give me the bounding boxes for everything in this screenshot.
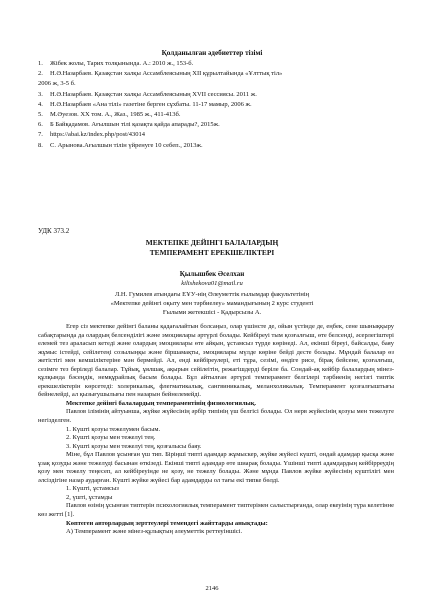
paragraph: Міне, бұл Павлов ұсынған үш тип. Біріңші типті адамдар жұмыскер, жүйке жүйесі күшті, ондай адамдар қысқа және ұзақ қозуды және тежелуді басынан өткізеді. Екінші типті адамдар өте шиарақ болады. Үшінші типті адамдардың кейбірреудің қозу мен тежелу теңесеп, ал кейбіреуінде не қозу, не тежелу болады. Және мұнда Павлов жүйке жүйесінің күштілігі мен әлсіздігіне назар аударған. Күшті жүйке жүйесі бар адамдарды ол тағы екі типке бөлді. — [38, 451, 394, 484]
paragraph: Павлов өзінің ұсынған типтерін психологиялық темперамент типтерімен салыстырғанда, олар екеуінің түра келетінне көз жетті [1]. — [38, 502, 394, 519]
section-heading: Көптеген авторлардың зерттеулері темендегі жайттарды анықтады: — [66, 519, 268, 527]
list-item: 3. Күшті қозуы мен тежелуі тең, қозғалысы баяу. — [66, 442, 202, 450]
affiliation: Л.Н. Гумилев атындағы ЕҰУ-нің Әлеуметтік ғылымдар факультетінің «Мектепке дейінгі оқыту мен тәрбиелеу» мамандығының 2 курс студенті Ғылыми жетекшісі - Қадырсызы А. — [110, 291, 314, 316]
author-name: Қылышбек Әселхан — [179, 270, 245, 278]
reference-item: 4. Н.Ә.Назарбаев «Ана тілі» газетіне берген сұхбаты. 11-17 мамыр, 2006 ж. — [38, 100, 252, 108]
reference-item: 8. С. Арынова.Ағылшын тілін үйренуге 10 себеп., 2013ж. — [38, 141, 203, 149]
list-item: 1. Күшті қозуы тежелумен басым. — [66, 425, 161, 433]
list-item: 2. Күшті қозуы мен тежелуі тең. — [66, 434, 156, 442]
page-number: 2146 — [205, 585, 219, 592]
reference-item: 2. Н.Ә.Назарбаев. Қазақстан халқы Ассамблеясының XII құрылтайында «Ұлттық тіл» 2006 ж, 3-5 б. — [38, 70, 283, 88]
reference-item: 3. Н.Ә.Назарбаев. Қазақстан халқы Ассамблеясының XVII сессиясы. 2011 ж. — [38, 90, 257, 98]
paragraph: Павлов ілімінің айтуынша, жүйке жүйесінің әрбір типінің үш белгісі болады. Ол нерв жүйесінің қозуы мен тежелуге негізделген. — [38, 408, 394, 425]
article-title: МЕКТЕПКЕ ДЕЙІНГІ БАЛАЛАРДЫҢ ТЕМПЕРАМЕНТ ЕРЕКШЕЛІКТЕРІ — [145, 238, 279, 257]
reference-item: 7. https://abai.kz/index.php/post/43014 — [38, 131, 145, 139]
section-heading: Мектепке дейінгі балалардың темпераментінің физиологиялық. — [66, 399, 257, 407]
references-heading: Қолданылған әдебиеттер тізімі — [161, 49, 263, 57]
udk-code: УДК 373.2 — [38, 227, 70, 235]
list-item: 1. Күшті, ұстамсыз — [66, 485, 119, 493]
reference-item: 1. Жібек жолы, Тарих толқынында. А.: 2010 ж., 153-б. — [38, 60, 194, 67]
paragraph: Егер сіз мектепке дейінгі баланы қадағалайтын болсаңыз, олар үшінсте де, ойын үстінде де, еңбек, сене шыныққыру сабақтарында да олардың белсенділігі және эмоциялары әртүрлі болады. Кейбіреуі тым қозғалғыш, өте белсенді, әсерлегіштері елемей тез араласып кетеді және олардың эмоциялары өте айқын, ұстамсыз түрде көрінеді. Ал, екінші біреуі, байсалды, баяу жұмыс істейді, сейілетеңі созылыңқы және біршамақты, эмоциялары мүлде көріне бейді десте болады. Мұндай балалар өз жетістігі мен кемшіліктеріне мән бермейді. Ал, енді кейбіреулері, еті тұра, сезімі, өндіге рисе, бірақ бейсене, қозғалғыш, сезімге тез беріледі балалар. Тұйық, ұялшақ, ақырын сейілеітін, режагішдерді беріле ба. Сондай-ақ кейбір балалардың мінез-құлқында бәсеңдік, немқұрайлық басым болады. Бұл айтылған әртүрлі темперамент белгілері тәрбиенің негізгі типтік ерекшеліктерін көрсетеді: холерикалық, флегматикалық, сангвиникалық, меланхоликалық. Темперамент қозғалғыштығы бейнелейді, ал қызығушылығы пен назарын бейнелемейді. — [38, 323, 394, 399]
reference-item: 6. Б Байқадамов. Ағылшын тілі қазақта қайда апарады?, 2015ж. — [38, 121, 220, 129]
reference-item: 5. М.Әуезов. XX том. А., Жаз., 1985 ж., 411-413б. — [38, 111, 181, 119]
article-body — [38, 323, 394, 537]
paragraph: А) Темперамент және мінез-құлықтың әлеуметтік реттеуіншісі. — [66, 528, 243, 536]
list-item: 2, үшті, ұстамды — [66, 493, 113, 501]
references-list — [38, 59, 394, 151]
author-email: kilishekova01@mail.ru — [181, 280, 243, 287]
